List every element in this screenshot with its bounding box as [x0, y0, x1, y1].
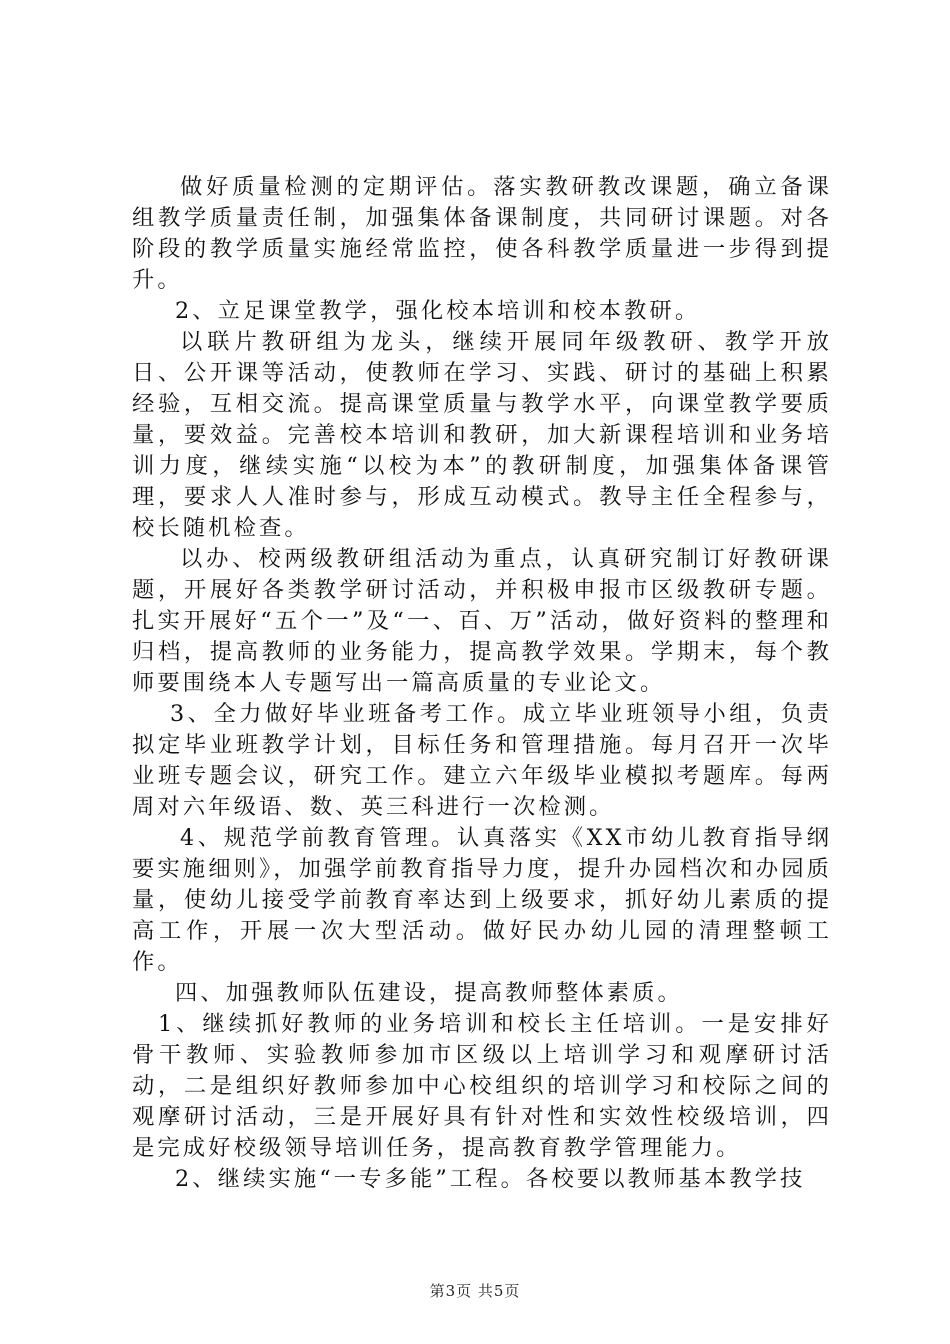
- paragraph-quality-assessment: 做好质量检测的定期评估。落实教研教改课题，确立备课组教学质量责任制，加强集体备课制度，共同研讨课题。对各阶段的教学质量实施经常监控，使各科教学质量进一步得到提升。: [132, 174, 832, 293]
- paragraph-research-groups: 以办、校两级教研组活动为重点，认真研究制订好教研课题，开展好各类教学研讨活动，并积极申报市区级教研专题。扎实开展好“五个一”及“一、百、万”活动，做好资料的整理和归档，提高教师的业务能力，提高教学效果。学期末，每个教师要围绕本人专题写出一篇高质量的专业论文。: [132, 546, 832, 696]
- heading-teacher-team: 四、加强教师队伍建设，提高教师整体素质。: [175, 980, 683, 1006]
- paragraph-joint-research: 以联片教研组为龙头，继续开展同年级教研、教学开放日、公开课等活动，使教师在学习、实践、研讨的基础上积累经验，互相交流。提高课堂质量与教学水平，向课堂教学要质量，要效益。完善校本培训和教研，加大新课程培训和业务培训力度，继续实施“以校为本”的教研制度，加强集体备课管理，要求人人准时参与，形成互动模式。教导主任全程参与，校长随机检查。: [132, 329, 832, 541]
- paragraph-graduating-class: 3、全力做好毕业班备考工作。成立毕业班领导小组，负责拟定毕业班教学计划，目标任务和管理措施。每月召开一次毕业班专题会议，研究工作。建立六年级毕业模拟考题库。每两周对六年级语、数、英三科进行一次检测。: [132, 701, 832, 820]
- heading-classroom-teaching: 2、立足课堂教学，强化校本培训和校本教研。: [175, 298, 701, 324]
- document-body: [132, 172, 832, 1195]
- paragraph-preschool-education: 4、规范学前教育管理。认真落实《XX市幼儿教育指导纲要实施细则》，加强学前教育指导力度，提升办园档次和办园质量，使幼儿接受学前教育率达到上级要求，抓好幼儿素质的提高工作，开展一次大型活动。做好民办幼儿园的清理整顿工作。: [132, 825, 832, 975]
- paragraph-multi-skill-project: 2、继续实施“一专多能”工程。各校要以教师基本教学技: [175, 1166, 806, 1192]
- page-footer: 第3页 共5页: [429, 1282, 521, 1300]
- paragraph-teacher-training: 1、继续抓好教师的业务培训和校长主任培训。一是安排好骨干教师、实验教师参加市区级以上培训学习和观摩研讨活动，二是组织好教师参加中心校组织的培训学习和校际之间的观摩研讨活动，三是开展好具有针对性和实效性校级培训，四是完成好校级领导培训任务，提高教育教学管理能力。: [132, 1011, 832, 1161]
